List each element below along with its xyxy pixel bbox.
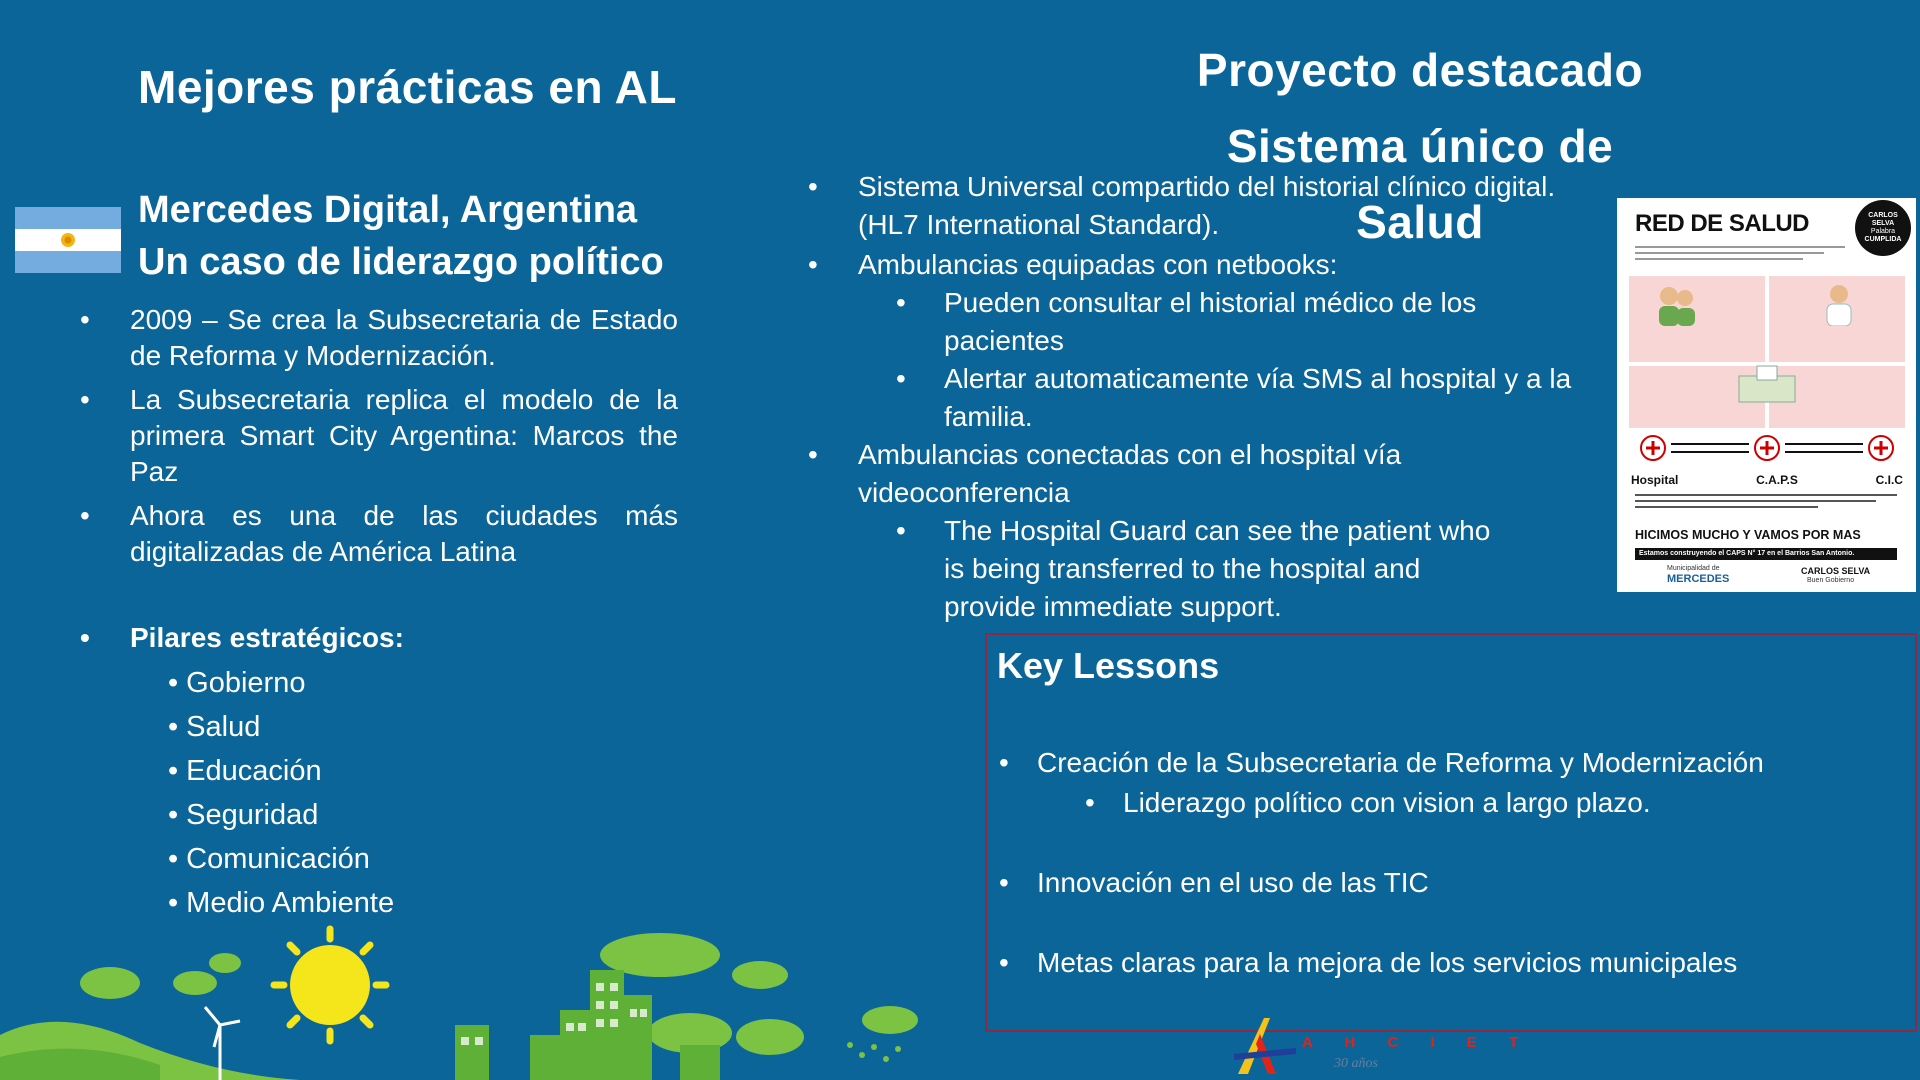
project-sub-3a: • The Hospital Guard can see the patient who is being transferred to the hospital and provide immediate support. — [896, 512, 1506, 626]
project-sub-list-3 — [896, 512, 1506, 626]
project-bullets — [808, 168, 1608, 626]
network-diagram — [1631, 432, 1903, 466]
right-title-line-1: Proyecto destacado — [1196, 44, 1644, 96]
pillars-heading-list — [80, 620, 640, 664]
pillar-item: • Gobierno — [168, 667, 306, 699]
left-bullet-1: • 2009 – Se crea la Subsecretaria de Estado de Reforma y Modernización. — [80, 302, 678, 374]
poster-network-row — [1631, 432, 1903, 488]
key-lessons-box — [985, 633, 1917, 1032]
project-bullet-1: • Sistema Universal compartido del historial clínico digital. (HL7 International Standard). — [808, 171, 1556, 240]
poster-small-text-lines — [1635, 490, 1897, 512]
pillar-item: • Seguridad — [168, 799, 319, 831]
pillars-label: • Pilares estratégicos: — [80, 620, 640, 656]
argentina-flag-icon — [15, 207, 121, 273]
key-lesson-1-sub: • Liderazgo político con vision a largo plazo. — [1085, 787, 1651, 818]
subtitle-line-2: Un caso de liderazgo político — [138, 241, 664, 283]
project-bullet-3: • Ambulancias conectadas con el hospital vía videoconferencia — [808, 439, 1402, 508]
poster-intro-lines — [1635, 242, 1845, 264]
project-sub-2b: • Alertar automaticamente vía SMS al hospital y a la familia. — [896, 360, 1576, 436]
key-lesson-1: • Creación de la Subsecretaria de Reforma y Modernización — [999, 747, 1764, 778]
red-de-salud-poster — [1617, 198, 1916, 592]
poster-muni-small: Municipalidad de — [1667, 565, 1720, 572]
ahciet-letters: A H C I E T — [1302, 1034, 1533, 1051]
left-bullet-3: • Ahora es una de las ciudades más digitalizadas de América Latina — [80, 498, 678, 570]
left-bullet-list — [80, 302, 678, 578]
doctor-icon — [1821, 282, 1857, 326]
pillars-list — [168, 661, 394, 925]
poster-node-cic: C.I.C — [1875, 473, 1903, 487]
poster-banner: Estamos construyendo el CAPS N° 17 en el Barrios San Antonio. — [1635, 548, 1897, 560]
key-lessons-title: Key Lessons — [997, 645, 1220, 686]
poster-signer: CARLOS SELVA — [1801, 566, 1871, 576]
project-sub-2a: • Pueden consultar el historial médico de los pacientes — [896, 284, 1576, 360]
left-subtitle — [138, 184, 664, 288]
rain-drops — [847, 1042, 901, 1062]
poster-muni: MERCEDES — [1667, 573, 1730, 585]
poster-node-caps: C.A.P.S — [1756, 473, 1798, 487]
cloud-shapes — [80, 933, 918, 1055]
project-bullet-2: • Ambulancias equipadas con netbooks: — [808, 249, 1338, 280]
key-lesson-3: • Metas claras para la mejora de los servicios municipales — [999, 947, 1738, 978]
key-lesson-2: • Innovación en el uso de las TIC — [999, 867, 1429, 898]
left-title: Mejores prácticas en AL — [138, 61, 677, 113]
green-city-illustration — [0, 925, 990, 1080]
ahciet-years: 30 años — [1334, 1056, 1378, 1071]
poster-signer-sub: Buen Gobierno — [1807, 577, 1855, 584]
poster-title: RED DE SALUD — [1635, 210, 1810, 237]
pillar-item: • Salud — [168, 711, 261, 743]
staff-icon — [1653, 284, 1701, 328]
poster-badge: CARLOS SELVA Palabra CUMPLIDA — [1855, 200, 1911, 256]
poster-slogan: HICIMOS MUCHO Y VAMOS POR MAS — [1635, 528, 1861, 542]
pillar-item: • Medio Ambiente — [168, 887, 395, 919]
left-bullet-2: • La Subsecretaria replica el modelo de la primera Smart City Argentina: Marcos the Paz — [80, 382, 678, 490]
sun-icon — [274, 929, 386, 1041]
poster-node-hospital: Hospital — [1631, 473, 1679, 487]
project-sub-list-2 — [896, 284, 1576, 436]
pillar-item: • Educación — [168, 755, 322, 787]
hospital-building-icon — [1735, 364, 1799, 404]
subtitle-line-1: Mercedes Digital, Argentina — [138, 189, 638, 231]
pillar-item: • Comunicación — [168, 843, 370, 875]
ahciet-logo-mark — [1230, 1014, 1300, 1076]
ahciet-logo — [1230, 1010, 1533, 1078]
right-title-line-2: Sistema único de Salud — [1226, 120, 1614, 248]
